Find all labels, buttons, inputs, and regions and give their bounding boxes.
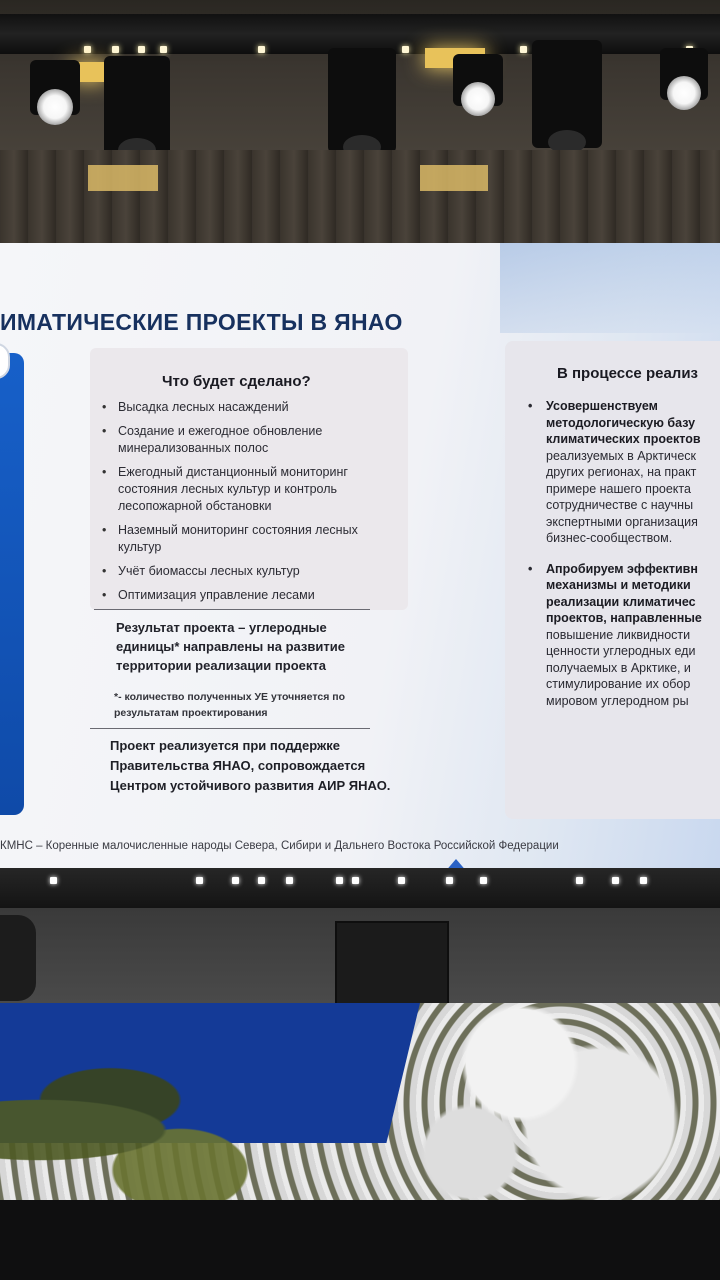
led-light xyxy=(446,877,453,884)
right-panel-heading: В процессе реализ xyxy=(557,365,698,382)
list-item: • Высадка лесных насаждений xyxy=(102,399,392,416)
divider xyxy=(90,728,370,729)
slide-accent-bar xyxy=(0,353,24,815)
spotlight-fixture xyxy=(532,40,602,148)
truss-light xyxy=(84,46,91,53)
led-light xyxy=(352,877,359,884)
led-light xyxy=(258,877,265,884)
led-light xyxy=(612,877,619,884)
list-item: • Оптимизация управление лесами xyxy=(102,587,392,604)
project-support: Проект реализуется при поддержке Правительства ЯНАО, сопровождается Центром устойчивого развития АИР ЯНАО. xyxy=(110,738,391,793)
speaker xyxy=(0,915,36,1001)
truss-light xyxy=(520,46,527,53)
divider xyxy=(94,609,370,610)
list-item: • Ежегодный дистанционный мониторинг состояния лесных культур и контроль лесопожарной обстановки xyxy=(102,464,392,515)
led-strip xyxy=(0,868,720,912)
spotlight-fixture xyxy=(328,48,396,153)
spotlight-fixture xyxy=(104,56,170,156)
slide-footnote: КМНС – Коренные малочисленные народы Севера, Сибири и Дальнего Востока Российской Федерации xyxy=(0,840,559,852)
led-light xyxy=(196,877,203,884)
list-item: • Наземный мониторинг состояния лесных культур xyxy=(102,522,392,556)
truss-light xyxy=(402,46,409,53)
spotlight-fixture xyxy=(453,54,503,106)
curtain-light xyxy=(88,165,158,191)
spotlight-fixture xyxy=(660,48,708,100)
floor xyxy=(0,1200,720,1280)
slide-title: ИМАТИЧЕСКИЕ ПРОЕКТЫ В ЯНАО xyxy=(0,309,403,335)
led-light xyxy=(480,877,487,884)
right-panel-list xyxy=(528,398,720,723)
led-light xyxy=(398,877,405,884)
led-light xyxy=(286,877,293,884)
led-light xyxy=(232,877,239,884)
list-item: • Учёт биомассы лесных культур xyxy=(102,563,392,580)
project-result: Результат проекта – углеродные единицы* направлены на развитие территории реализации проекта xyxy=(116,620,345,673)
curtain-light xyxy=(420,165,488,191)
truss-light xyxy=(112,46,119,53)
spotlight-fixture xyxy=(30,60,80,115)
led-light xyxy=(50,877,57,884)
list-item: • Усовершенствуем методологическую базу климатических проектов реализуемых в Арктическ других регионах, на практ примере нашего проекта сотрудничестве с научны экспертными организация бизнес-сообществом. xyxy=(528,398,720,547)
stage-monitor xyxy=(335,921,449,1009)
left-panel-list xyxy=(102,399,392,611)
truss-light xyxy=(258,46,265,53)
footnote: *- количество полученных УЕ уточняется по результатам проектирования xyxy=(114,691,346,719)
list-item: • Создание и ежегодное обновление минерализованных полос xyxy=(102,423,392,457)
led-light xyxy=(336,877,343,884)
foreground-plant xyxy=(0,1060,330,1200)
truss-light xyxy=(138,46,145,53)
led-light xyxy=(640,877,647,884)
led-light xyxy=(576,877,583,884)
left-panel-heading: Что будет сделано? xyxy=(162,373,311,390)
list-item: • Апробируем эффективн механизмы и методики реализации климатичес проектов, направленные повышение ликвидности ценности углеродных еди получаемых в Арктике, и стимулирование их обор мировом углеродном ры xyxy=(528,561,720,710)
truss-light xyxy=(160,46,167,53)
projection-screen xyxy=(0,243,720,875)
